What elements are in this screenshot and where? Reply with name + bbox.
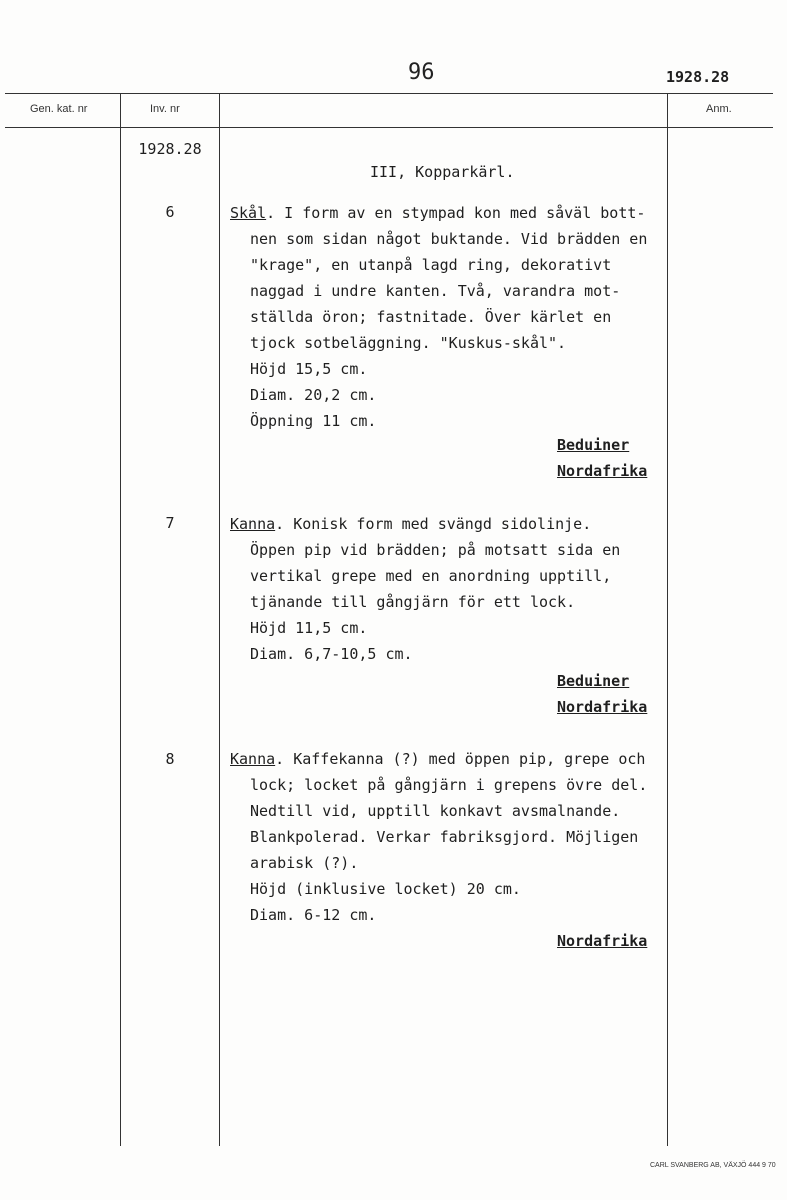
description-line: Diam. 6,7-10,5 cm.: [250, 645, 413, 663]
description-line: Öppning 11 cm.: [250, 412, 377, 430]
printer-imprint: CARL SVANBERG AB, VÄXJÖ 444 9 70: [650, 1162, 776, 1169]
inventory-number: 6: [165, 203, 175, 221]
origin-line: Nordafrika: [557, 462, 648, 480]
description-line: naggad i undre kanten. Två, varandra mot-: [250, 282, 621, 300]
origin-line: Beduiner: [557, 672, 630, 690]
inventory-number: 7: [165, 514, 175, 532]
origin-line: Nordafrika: [557, 698, 648, 716]
description-line: Öppen pip vid brädden; på motsatt sida en: [250, 541, 621, 559]
column-header-gen-kat-nr: Gen. kat. nr: [30, 103, 88, 115]
column-divider-inv-text: [219, 94, 220, 1146]
object-term: Kanna: [230, 515, 276, 533]
description-line: arabisk (?).: [250, 854, 359, 872]
description-line: ställda öron; fastnitade. Över kärlet en: [250, 308, 612, 326]
origin-line: Beduiner: [557, 436, 630, 454]
description-line: tjock sotbeläggning. "Kuskus-skål".: [250, 334, 567, 352]
description-line: tjänande till gångjärn för ett lock.: [250, 593, 576, 611]
description-line: Diam. 20,2 cm.: [250, 386, 377, 404]
description-line: Höjd 15,5 cm.: [250, 360, 368, 378]
inventory-series-number: 1928.28: [138, 140, 202, 158]
description-line: Höjd 11,5 cm.: [250, 619, 368, 637]
header-reference: 1928.28: [666, 68, 730, 86]
inventory-number: 8: [165, 750, 175, 768]
object-term: Skål: [230, 204, 267, 222]
entry-description: [230, 511, 662, 667]
description-line: lock; locket på gångjärn i grepens övre del.: [250, 776, 648, 794]
description-line: nen som sidan något buktande. Vid brädden en: [250, 230, 648, 248]
column-header-anm: Anm.: [706, 103, 732, 115]
description-line: Höjd (inklusive locket) 20 cm.: [250, 880, 521, 898]
column-divider-gen-inv: [120, 94, 121, 1146]
origin-label: [557, 928, 647, 954]
entry-description: [230, 746, 662, 928]
description-line: . I form av en stympad kon med såväl bott-: [266, 204, 646, 222]
description-line: . Kaffekanna (?) med öppen pip, grepe och: [275, 750, 646, 768]
entry-description: [230, 200, 662, 434]
origin-label: [557, 432, 647, 484]
column-divider-text-anm: [667, 94, 668, 1146]
description-line: Diam. 6-12 cm.: [250, 906, 377, 924]
page-number: 96: [408, 60, 435, 85]
origin-line: Nordafrika: [557, 932, 648, 950]
description-line: Nedtill vid, upptill konkavt avsmalnande.: [250, 802, 621, 820]
origin-label: [557, 668, 647, 720]
section-heading: III, Kopparkärl.: [370, 163, 515, 181]
column-header-inv-nr: Inv. nr: [150, 103, 180, 115]
description-line: Blankpolerad. Verkar fabriksgjord. Möjligen: [250, 828, 639, 846]
description-line: . Konisk form med svängd sidolinje.: [275, 515, 592, 533]
description-line: "krage", en utanpå lagd ring, dekorativt: [250, 256, 612, 274]
description-line: vertikal grepe med en anordning upptill,: [250, 567, 612, 585]
object-term: Kanna: [230, 750, 276, 768]
